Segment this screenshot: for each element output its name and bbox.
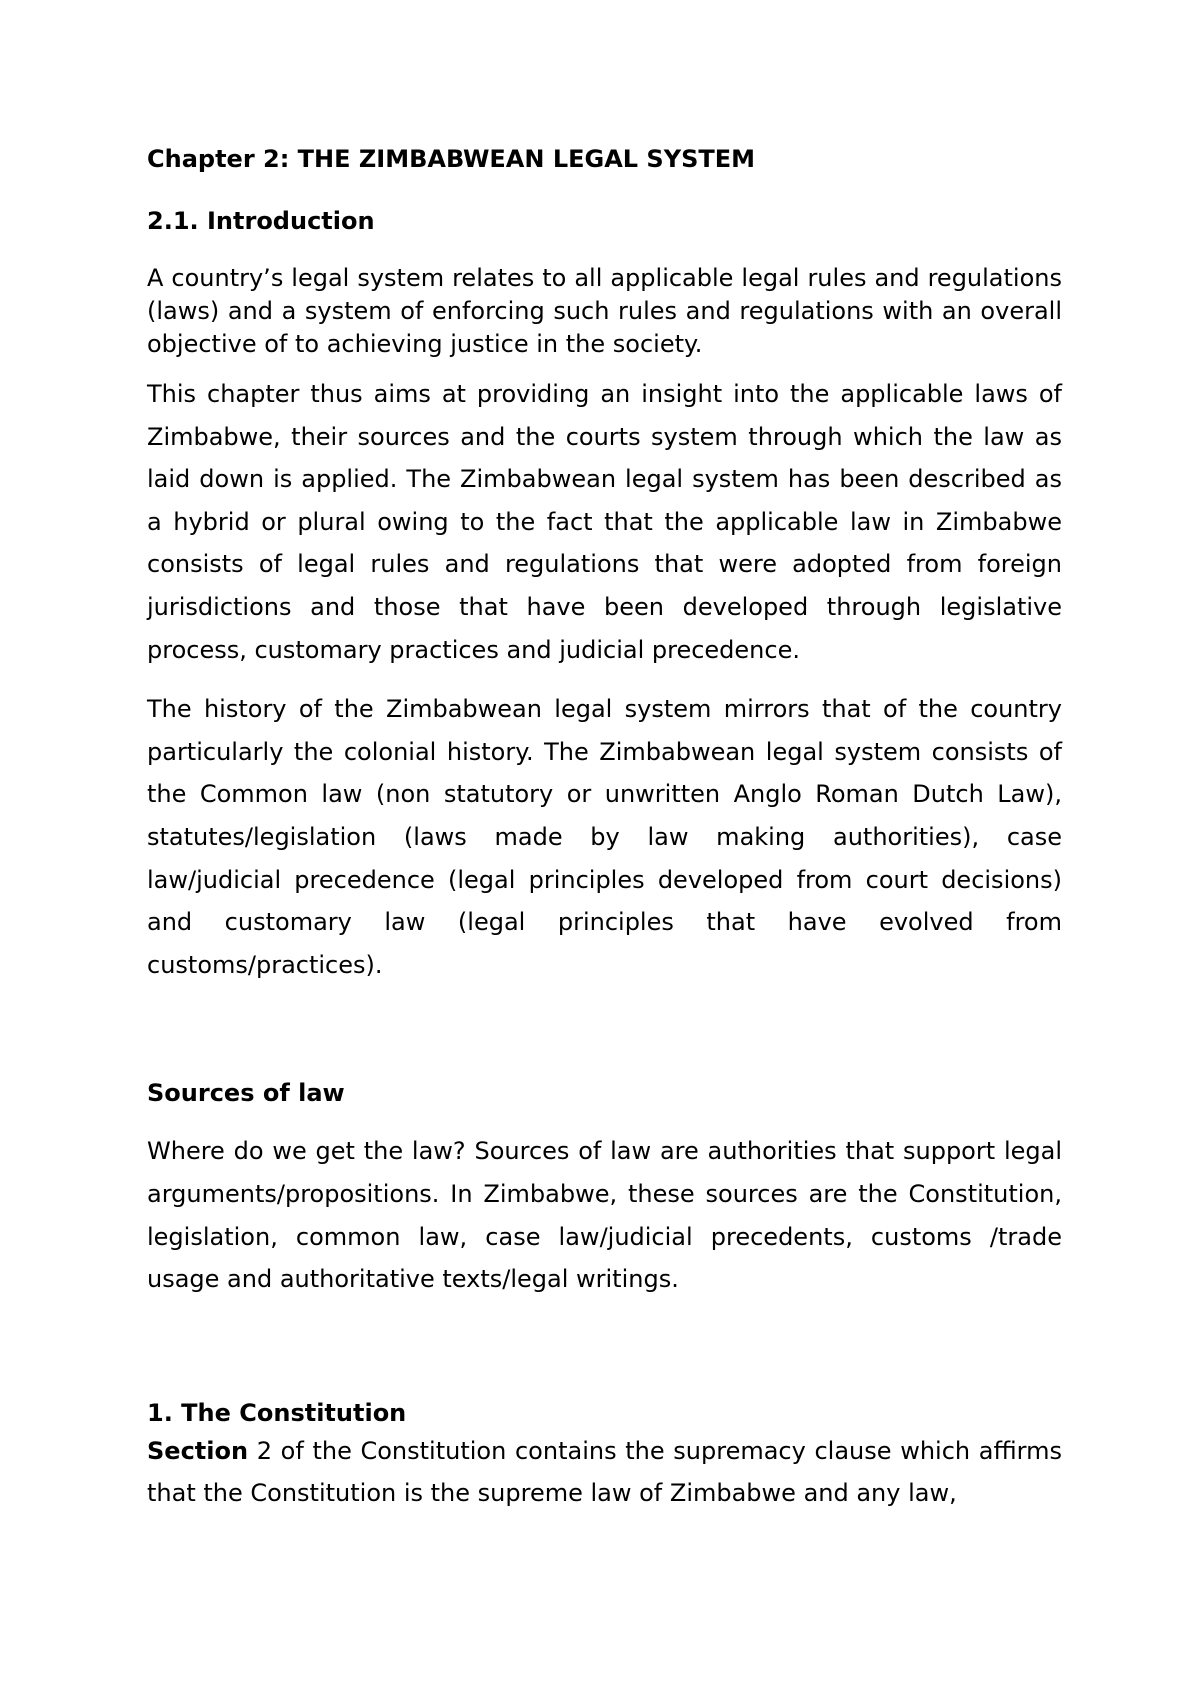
constitution-paragraph-text: 2 of the Constitution contains the supremacy clause which affirms that the Constitution is the supreme law of Zimbabwe and any law, — [147, 1436, 1062, 1508]
document-body — [147, 142, 1062, 1515]
sources-heading: Sources of law — [147, 1079, 345, 1108]
constitution-heading: 1. The Constitution — [147, 1398, 407, 1427]
chapter-title: Chapter 2: THE ZIMBABWEAN LEGAL SYSTEM — [147, 145, 756, 173]
intro-paragraph-2: This chapter thus aims at providing an insight into the applicable laws of Zimbabwe, their sources and the courts system through which the law as laid down is applied. The Zimbabwean legal system has been described as a hybrid or plural owing to the fact that the applicable law in Zimbabwe consists of legal rules and regulations that were adopted from foreign jurisdictions and those that have been developed through legislative process, customary practices and judicial precedence. — [147, 380, 1062, 664]
intro-paragraph-3: The history of the Zimbabwean legal system mirrors that of the country particularly the colonial history. The Zimbabwean legal system consists of the Common law (non statutory or unwritten Anglo Roman Dutch Law), statutes/legislation (laws made by law making authorities), case law/judicial precedence (legal principles developed from court decisions) and customary law (legal principles that have evolved from customs/practices). — [147, 695, 1062, 979]
section-lead-word: Section — [147, 1436, 249, 1465]
sources-paragraph: Where do we get the law? Sources of law are authorities that support legal arguments/propositions. In Zimbabwe, these sources are the Constitution, legislation, common law, case law/judicial precedents, customs /trade usage and authoritative texts/legal writings. — [147, 1137, 1062, 1294]
intro-heading: 2.1. Introduction — [147, 207, 375, 235]
constitution-paragraph — [147, 1430, 1062, 1515]
intro-paragraph-1: A country’s legal system relates to all applicable legal rules and regulations (laws) and a system of enforcing such rules and regulations with an overall objective of to achieving justice in the society. — [147, 264, 1062, 358]
